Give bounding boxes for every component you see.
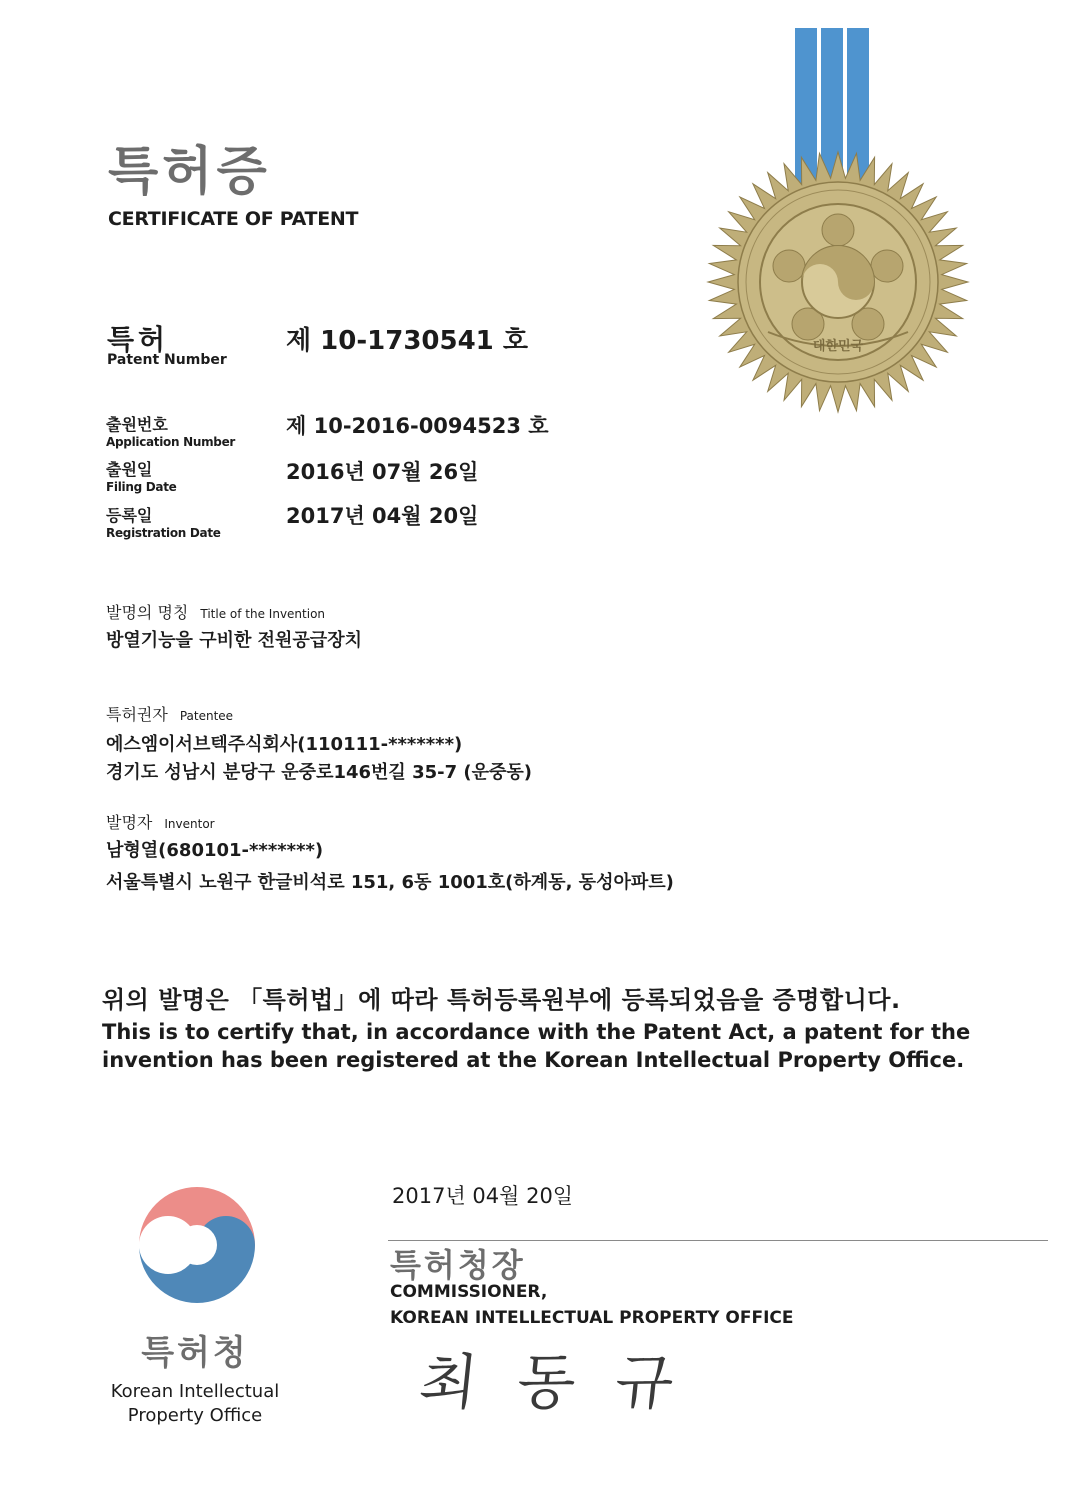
certification-statement-en: This is to certify that, in accordance with the Patent Act, a patent for the invention has been registered at the Korean Intellectual Property Office. bbox=[102, 1020, 971, 1072]
patentee-heading bbox=[106, 702, 233, 725]
patentee-name: 에스엠이서브텍주식회사(110111-*******) bbox=[106, 734, 463, 755]
patentee-label-ko: 특허권자 bbox=[106, 705, 168, 724]
office-name-en-line2: Property Office bbox=[127, 1405, 263, 1426]
filing-date-label-en: Filing Date bbox=[106, 480, 177, 494]
registration-date-label-en: Registration Date bbox=[106, 526, 221, 540]
registration-date-labels bbox=[106, 503, 221, 540]
office-name-en-line1: Korean Intellectual bbox=[110, 1381, 280, 1402]
inventor-name: 남형열(680101-*******) bbox=[106, 840, 324, 861]
gold-seal-ribbon bbox=[700, 20, 980, 420]
inventor-label-en: Inventor bbox=[164, 817, 215, 831]
commissioner-signature: 최동규 bbox=[415, 1348, 718, 1418]
registration-date-value: 2017년 04월 20일 bbox=[286, 504, 479, 528]
seal-medallion bbox=[708, 152, 968, 412]
application-number-labels bbox=[106, 412, 235, 449]
certificate-title-ko: 특허증 bbox=[108, 142, 271, 202]
registration-date-label-ko: 등록일 bbox=[106, 506, 153, 525]
commissioner-title-en-line1: COMMISSIONER, bbox=[390, 1282, 548, 1302]
inventor-label-ko: 발명자 bbox=[106, 813, 153, 832]
invention-title-label-en: Title of the Invention bbox=[200, 607, 326, 621]
patent-number-label-ko: 특허 bbox=[107, 323, 170, 356]
patentee-label-en: Patentee bbox=[179, 709, 234, 723]
inventor-address: 서울특별시 노원구 한글비석로 151, 6동 1001호(하계동, 동성아파트) bbox=[106, 872, 674, 893]
patent-number-value: 제 10-1730541 호 bbox=[286, 326, 528, 356]
commissioner-title-en-line2: KOREAN INTELLECTUAL PROPERTY OFFICE bbox=[390, 1308, 794, 1328]
inventor-heading bbox=[106, 810, 215, 833]
application-number-label-en: Application Number bbox=[106, 435, 236, 449]
invention-title: 방열기능을 구비한 전원공급장치 bbox=[106, 630, 362, 651]
filing-date-value: 2016년 07월 26일 bbox=[286, 460, 479, 484]
filing-date-labels bbox=[106, 457, 176, 494]
commissioner-title-ko: 특허청장 bbox=[390, 1246, 526, 1284]
invention-title-label-ko: 발명의 명칭 bbox=[106, 603, 189, 622]
patent-number-label-en: Patent Number bbox=[107, 352, 227, 368]
issue-date: 2017년 04월 20일 bbox=[392, 1184, 574, 1208]
application-number-label-ko: 출원번호 bbox=[106, 415, 168, 434]
invention-title-heading bbox=[106, 600, 325, 623]
filing-date-label-ko: 출원일 bbox=[106, 460, 153, 479]
kipo-emblem-icon bbox=[132, 1180, 262, 1310]
certificate-title-en: CERTIFICATE OF PATENT bbox=[108, 208, 359, 230]
patentee-address: 경기도 성남시 분당구 운중로146번길 35-7 (운중동) bbox=[106, 762, 532, 783]
application-number-value: 제 10-2016-0094523 호 bbox=[286, 414, 549, 438]
seal-text: 대한민국 bbox=[812, 339, 864, 354]
office-name-ko: 특허청 bbox=[141, 1333, 249, 1373]
certification-statement-ko: 위의 발명은 「특허법」에 따라 특허등록원부에 등록되었음을 증명합니다. bbox=[102, 986, 901, 1014]
